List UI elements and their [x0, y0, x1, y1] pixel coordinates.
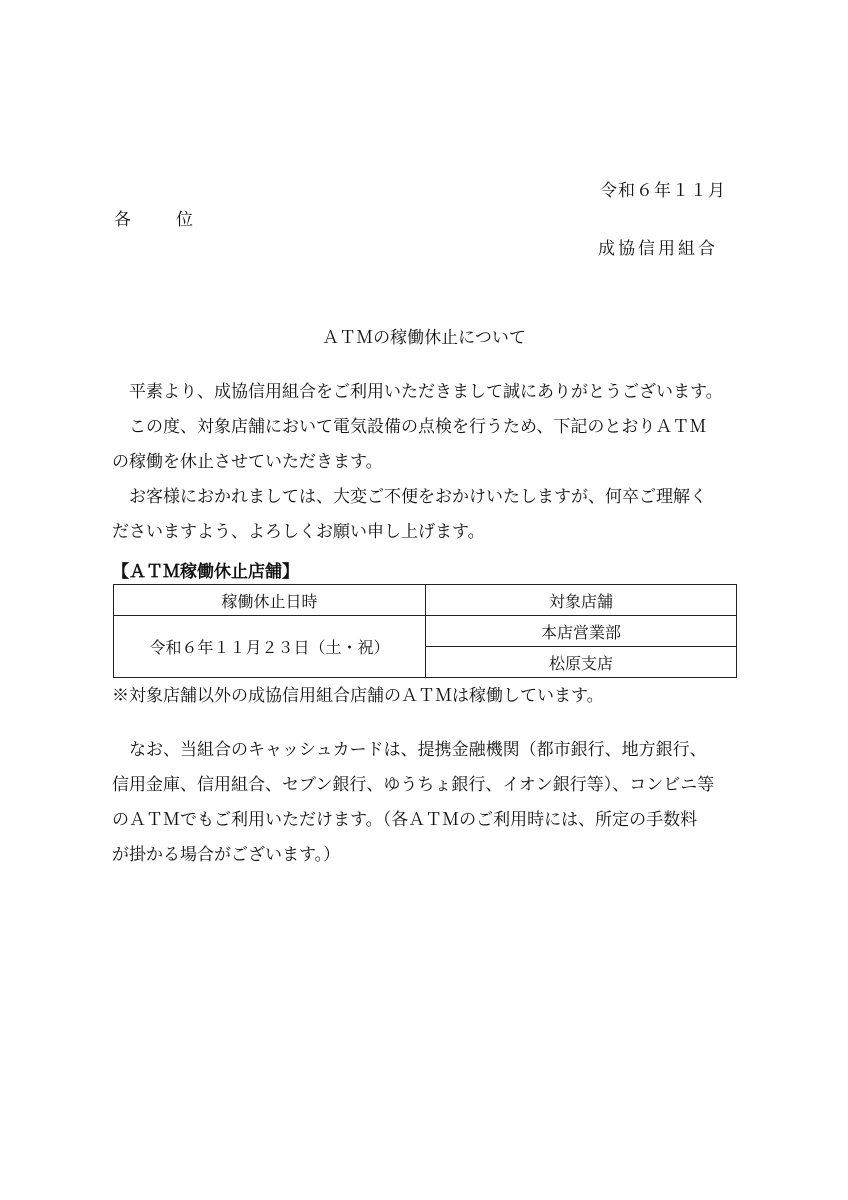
- table-row: [114, 616, 737, 647]
- recipient-char-1: 各: [114, 210, 132, 230]
- paragraph-apology-line-2: ださいますよう、よろしくお願い申し上げます。: [112, 522, 485, 542]
- issue-date: 令和６年１１月: [600, 181, 726, 201]
- store-cell: 本店営業部: [426, 616, 737, 647]
- notice-body: [112, 375, 740, 550]
- closure-date-cell: 令和６年１１月２３日（土・祝）: [114, 616, 426, 678]
- table-heading: 【ＡＴＭ稼働休止店舗】: [112, 562, 299, 582]
- closing-line-4: が掛かる場合がございます。）: [112, 845, 341, 865]
- header-closure-datetime: 稼働休止日時: [114, 585, 426, 616]
- closing-line-3: のＡＴＭでもご利用いただけます。（各ＡＴＭのご利用時には、所定の手数料: [112, 810, 698, 830]
- paragraph-reason-line-2: の稼働を休止させていただきます。: [112, 452, 383, 472]
- sender-name: 成協信用組合: [598, 239, 718, 259]
- store-cell: 松原支店: [426, 647, 737, 678]
- closure-table: [113, 584, 737, 678]
- closing-line-2: 信用金庫、信用組合、セブン銀行、ゆうちょ銀行、イオン銀行等）、コンビニ等: [112, 775, 715, 795]
- recipient-salutation: [114, 205, 194, 230]
- paragraph-greeting: 平素より、成協信用組合をご利用いただきまして誠にありがとうございます。: [129, 382, 723, 402]
- document-title: ＡＴＭの稼働休止について: [322, 328, 526, 348]
- table-header-row: [114, 585, 737, 616]
- closing-line-1: なお、当組合のキャッシュカードは、提携金融機関（都市銀行、地方銀行、: [129, 740, 707, 760]
- closing-paragraph: [112, 733, 740, 873]
- paragraph-reason-line-1: この度、対象店舗において電気設備の点検を行うため、下記のとおりＡＴＭ: [129, 417, 707, 437]
- paragraph-apology-line-1: お客様におかれましては、大変ご不便をおかけいたしますが、何卒ご理解く: [129, 487, 707, 507]
- table-note: ※対象店舗以外の成協信用組合店舗のＡＴＭは稼働しています。: [112, 686, 604, 706]
- header-target-store: 対象店舗: [426, 585, 737, 616]
- recipient-char-2: 位: [176, 210, 194, 230]
